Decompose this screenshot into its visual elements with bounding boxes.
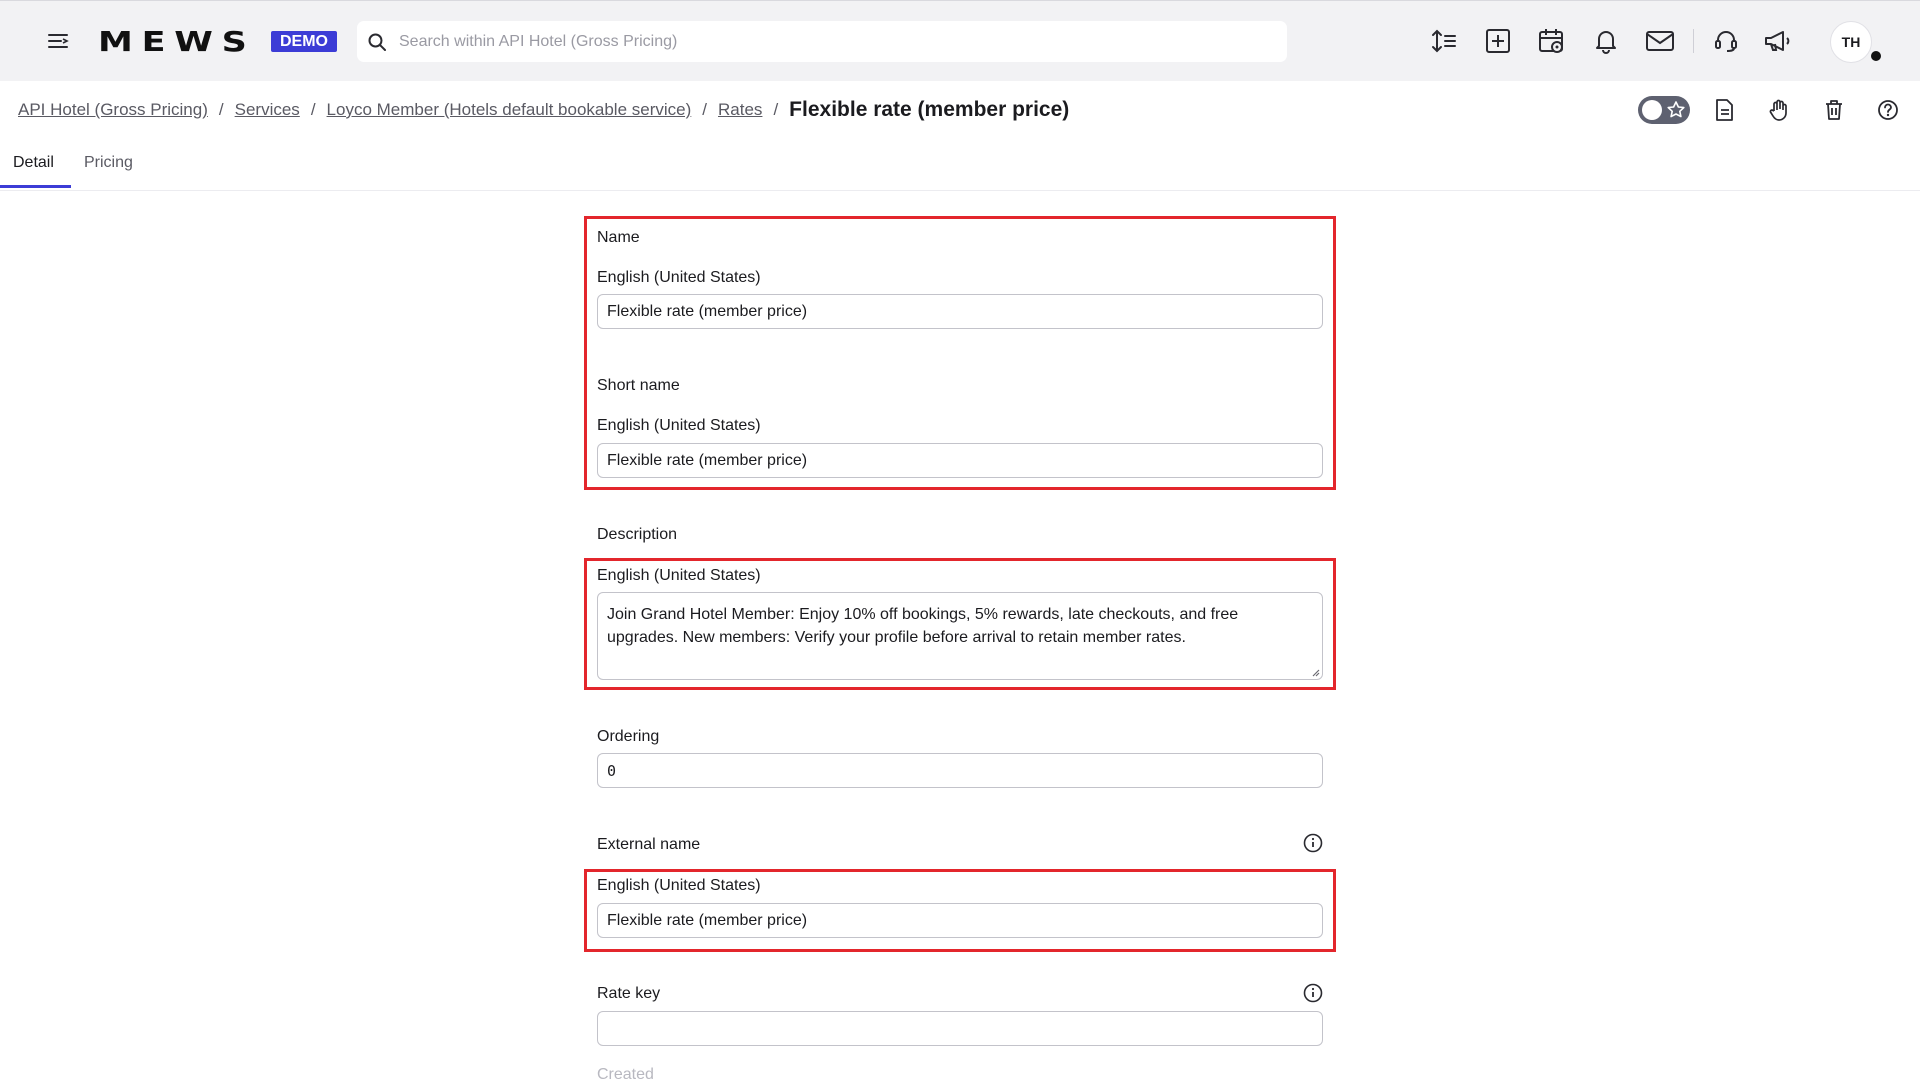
sort-icon[interactable] [1428,25,1460,57]
breadcrumb-link-hotel[interactable]: API Hotel (Gross Pricing) [18,100,208,119]
short-name-section-label: Short name [597,377,680,394]
breadcrumb-separator: / [702,100,708,119]
toggle-knob [1642,100,1662,120]
logo-text: MEWS [98,24,256,58]
tab-pricing[interactable]: Pricing [84,154,133,171]
external-name-section-label: External name [597,836,701,853]
avatar-initials: TH [1841,34,1861,50]
favorite-toggle[interactable] [1638,96,1690,124]
mews-logo[interactable] [98,24,256,58]
tab-detail[interactable]: Detail [13,154,54,171]
rate-key-input[interactable] [597,1011,1323,1046]
search-icon [367,32,387,52]
breadcrumb-separator: / [773,100,779,119]
rate-key-section-label: Rate key [597,985,661,1002]
notification-bell-icon[interactable] [1590,25,1622,57]
calendar-view-icon[interactable] [1536,25,1568,57]
tab-bar [0,148,1920,191]
ordering-input[interactable] [597,753,1323,788]
top-bar [0,0,1920,81]
breadcrumb-link-service[interactable]: Loyco Member (Hotels default bookable service) [326,100,692,119]
active-tab-indicator [0,185,71,188]
ordering-section-label: Ordering [597,728,660,745]
breadcrumb-link-services[interactable]: Services [234,100,300,119]
name-section-label: Name [597,229,640,246]
document-icon[interactable] [1711,97,1737,123]
add-icon[interactable] [1482,25,1514,57]
created-section-label: Created [597,1066,654,1083]
short-name-language-label: English (United States) [597,417,761,434]
star-icon [1666,100,1686,120]
page-title: Flexible rate (member price) [789,98,1070,121]
search-bar[interactable] [357,21,1287,62]
status-indicator-dot [1869,49,1883,63]
help-icon[interactable] [1875,97,1901,123]
breadcrumb-separator: / [218,100,224,119]
breadcrumb [18,98,1069,122]
external-name-info-icon[interactable] [1302,832,1324,854]
menu-toggle-icon[interactable] [44,27,72,55]
rate-key-info-icon[interactable] [1302,982,1324,1004]
external-name-language-label: English (United States) [597,877,761,894]
breadcrumb-separator: / [310,100,316,119]
highlight-box-names [584,216,1336,490]
support-headset-icon[interactable] [1710,25,1742,57]
name-language-label: English (United States) [597,269,761,286]
trash-icon[interactable] [1821,97,1847,123]
search-input[interactable] [399,33,1259,51]
user-avatar[interactable] [1830,21,1872,63]
demo-badge: DEMO [271,31,337,52]
mail-icon[interactable] [1644,25,1676,57]
highlight-box-description [584,558,1336,690]
description-section-label: Description [597,526,678,543]
description-language-label: English (United States) [597,567,761,584]
announcements-megaphone-icon[interactable] [1762,25,1794,57]
highlight-box-external-name [584,869,1336,952]
hand-icon[interactable] [1766,97,1792,123]
toolbar-divider [1693,29,1694,53]
breadcrumb-link-rates[interactable]: Rates [718,100,763,119]
